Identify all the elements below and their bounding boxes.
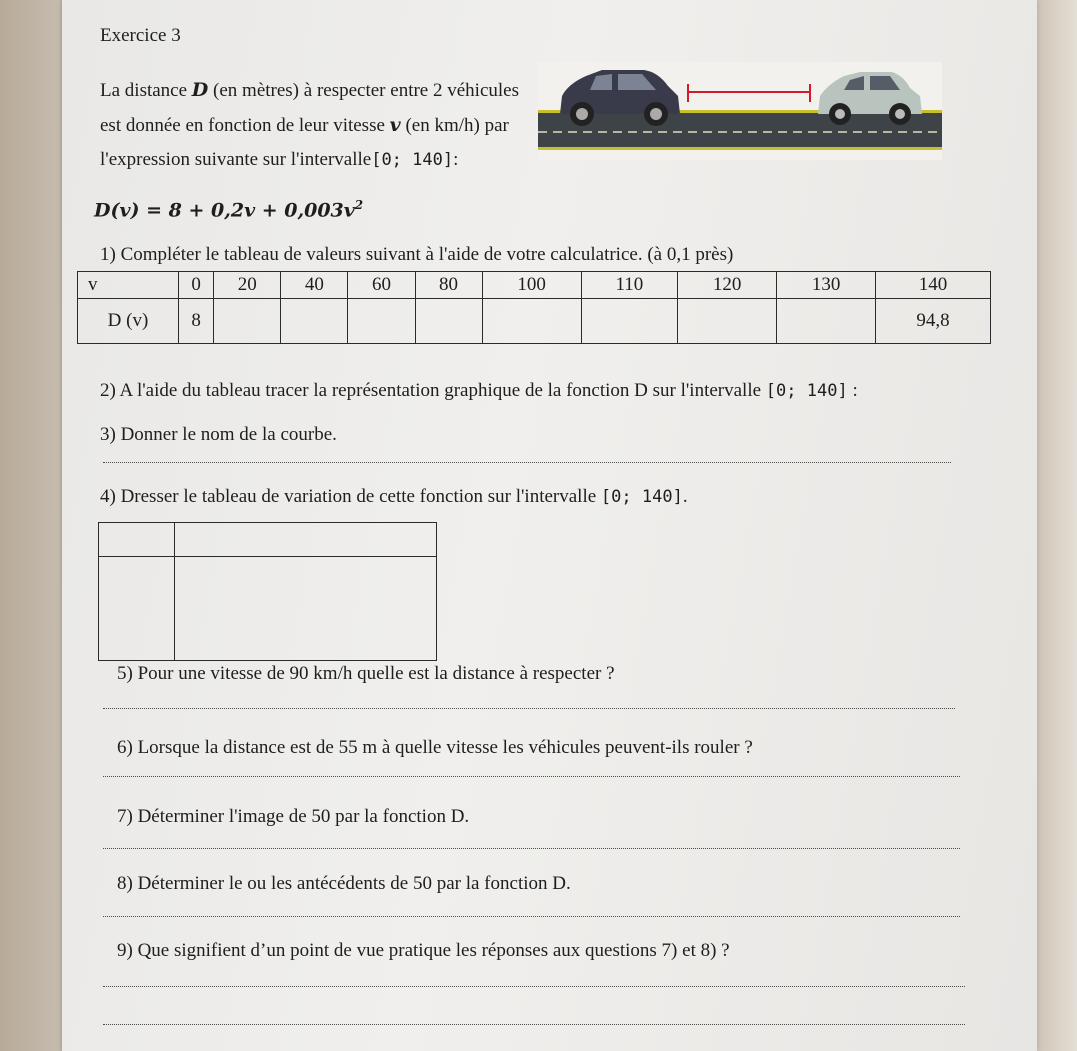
- table-cell: 140: [876, 272, 991, 299]
- table-cell[interactable]: [281, 299, 348, 344]
- table-divider: [174, 523, 175, 660]
- intro-text: La distance: [100, 80, 192, 101]
- background-right: [1037, 0, 1077, 1051]
- exercise-title: Exercice 3: [100, 25, 181, 46]
- table-row: [78, 272, 991, 299]
- table-row: [78, 299, 991, 344]
- table-cell: 110: [581, 272, 678, 299]
- table-cell: 0: [179, 272, 214, 299]
- table-cell: 80: [415, 272, 482, 299]
- question-5: 5) Pour une vitesse de 90 km/h quelle est la distance à respecter ?: [117, 663, 615, 684]
- variable-v: v: [389, 114, 401, 136]
- intro-text: :: [453, 149, 459, 170]
- background-left: [0, 0, 60, 1051]
- answer-line[interactable]: [103, 708, 955, 709]
- table-cell: 40: [281, 272, 348, 299]
- table-cell: 20: [214, 272, 281, 299]
- table-cell[interactable]: [678, 299, 777, 344]
- question-8: 8) Déterminer le ou les antécédents de 50 par la fonction D.: [117, 873, 571, 894]
- road-edge-line: [538, 147, 942, 150]
- table-cell[interactable]: [348, 299, 415, 344]
- intro-paragraph: [100, 73, 540, 177]
- question-1: 1) Compléter le tableau de valeurs suivant à l'aide de votre calculatrice. (à 0,1 près): [100, 244, 734, 265]
- values-table: [77, 271, 991, 344]
- answer-line[interactable]: [103, 1024, 965, 1025]
- question-2: 2) A l'aide du tableau tracer la représentation graphique de la fonction D sur l'intervalle [0; 140] :: [100, 380, 858, 401]
- answer-line[interactable]: [103, 462, 951, 463]
- question-3: 3) Donner le nom de la courbe.: [100, 424, 337, 445]
- table-cell: 100: [482, 272, 581, 299]
- table-cell[interactable]: [777, 299, 876, 344]
- row-label-v: v: [78, 272, 179, 299]
- variation-table[interactable]: [98, 522, 437, 661]
- table-cell[interactable]: [415, 299, 482, 344]
- table-cell[interactable]: [482, 299, 581, 344]
- table-cell[interactable]: [581, 299, 678, 344]
- interval: [0; 140]: [371, 150, 454, 170]
- table-cell: 130: [777, 272, 876, 299]
- answer-line[interactable]: [103, 848, 960, 849]
- intro-text: est donnée en fonction de leur vitesse: [100, 115, 390, 136]
- question-6: 6) Lorsque la distance est de 55 m à quelle vitesse les véhicules peuvent-ils rouler ?: [117, 737, 753, 758]
- intro-text: l'expression suivante sur l'intervalle: [100, 149, 372, 170]
- answer-line[interactable]: [103, 986, 965, 987]
- question-7: 7) Déterminer l'image de 50 par la fonction D.: [117, 806, 470, 827]
- table-cell: 60: [348, 272, 415, 299]
- intro-text: (en mètres) à respecter entre 2 véhicules: [208, 80, 519, 101]
- table-divider: [99, 556, 436, 557]
- table-cell: 8: [179, 299, 214, 344]
- answer-line[interactable]: [103, 776, 960, 777]
- table-cell: 94,8: [876, 299, 991, 344]
- variable-D: D: [191, 79, 209, 101]
- road: [538, 112, 942, 148]
- table-cell: 120: [678, 272, 777, 299]
- intro-text: (en km/h) par: [400, 115, 509, 136]
- question-4: 4) Dresser le tableau de variation de cette fonction sur l'intervalle [0; 140].: [100, 486, 688, 507]
- answer-line[interactable]: [103, 916, 960, 917]
- formula: $D(v) = 8 + 0,2v + 0,003v^2$: [94, 198, 364, 222]
- cars-road-illustration: [538, 62, 942, 160]
- row-label-dv: D (v): [78, 299, 179, 344]
- table-cell[interactable]: [214, 299, 281, 344]
- question-9: 9) Que signifient d’un point de vue pratique les réponses aux questions 7) et 8) ?: [117, 940, 730, 961]
